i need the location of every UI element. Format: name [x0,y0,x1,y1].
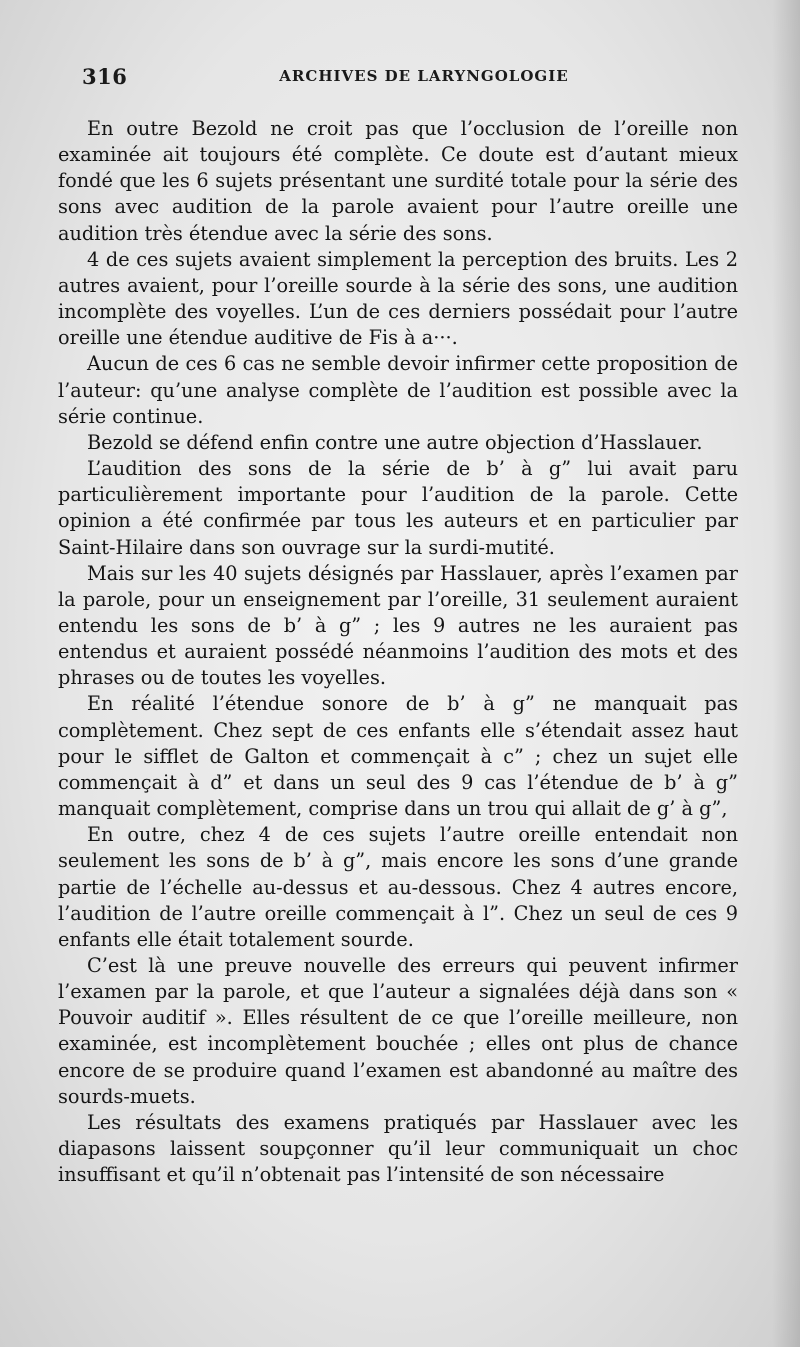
paragraph: Aucun de ces 6 cas ne semble devoir infirmer cette proposition de l’auteur: qu’une analyse complète de l’audition est possible avec la série continue. [58,352,738,428]
paragraph: En outre, chez 4 de ces sujets l’autre oreille entendait non seulement les sons de b’ à g”, mais encore les sons d’une grande partie de l’échelle au-dessus et au-dessous. Chez 4 autres encore, l’audition de l’autre oreille commençait à l”. Chez un seul de ces 9 enfants elle était totalement sourde. [58,823,738,951]
paragraph: Les résultats des examens pratiqués par Hasslauer avec les diapasons laissent soupçonner qu’il leur communiquait un choc insuffisant et qu’il n’obtenait pas l’intensité de son nécessaire [58,1110,738,1187]
running-title: ARCHIVES DE LARYNGOLOGIE [279,67,569,85]
paragraph: C’est là une preuve nouvelle des erreurs qui peuvent infirmer l’examen par la parole, et que l’auteur a signalées déjà dans son « Pouvoir auditif ». Elles résultent de ce que l’oreille meilleure, non examinée, est incomplètement bouchée ; elles ont plus de chance encore de se produire quand l’examen est abandonné au maître des sourds-muets. [58,954,738,1108]
paragraph: Bezold se défend enfin contre une autre objection d’Hasslauer. [87,430,703,454]
paragraph: Mais sur les 40 sujets désignés par Hasslauer, après l’examen par la parole, pour un enseignement par l’oreille, 31 seulement auraient entendu les sons de b’ à g” ; les 9 autres ne les auraient pas entendus et auraient possédé néanmoins l’audition des mots et des phrases ou de toutes les voyelles. [58,561,738,690]
paragraph: 4 de ces sujets avaient simplement la perception des bruits. Les 2 autres avaient, pour l’oreille sourde à la série des sons, une audition incomplète des voyelles. L’un de ces derniers possédait pour l’autre oreille une étendue auditive de Fis à a···. [58,247,738,350]
page-header [82,64,738,94]
body-text [58,116,738,1188]
paragraph: L’audition des sons de la série de b’ à g” lui avait paru particulièrement importante pour l’audition de la parole. Cette opinion a été confirmée par tous les auteurs et en particulier par Saint-Hilaire dans son ouvrage sur la surdi-mutité. [58,457,738,559]
page-number: 316 [82,64,128,89]
paragraph: En réalité l’étendue sonore de b’ à g” ne manquait pas complètement. Chez sept de ces enfants elle s’étendait assez haut pour le sifflet de Galton et commençait à c” ; chez un sujet elle commençait à d” et dans un seul des 9 cas l’étendue de b’ à g” manquait complètement, comprise dans un trou qui allait de g’ à g”, [58,692,738,821]
paragraph: En outre Bezold ne croit pas que l’occlusion de l’oreille non examinée ait toujours été complète. Ce doute est d’autant mieux fondé que les 6 sujets présentant une surdité totale pour la série des sons avec audition de la parole avaient pour l’autre oreille une audition très étendue avec la série des sons. [58,117,738,245]
